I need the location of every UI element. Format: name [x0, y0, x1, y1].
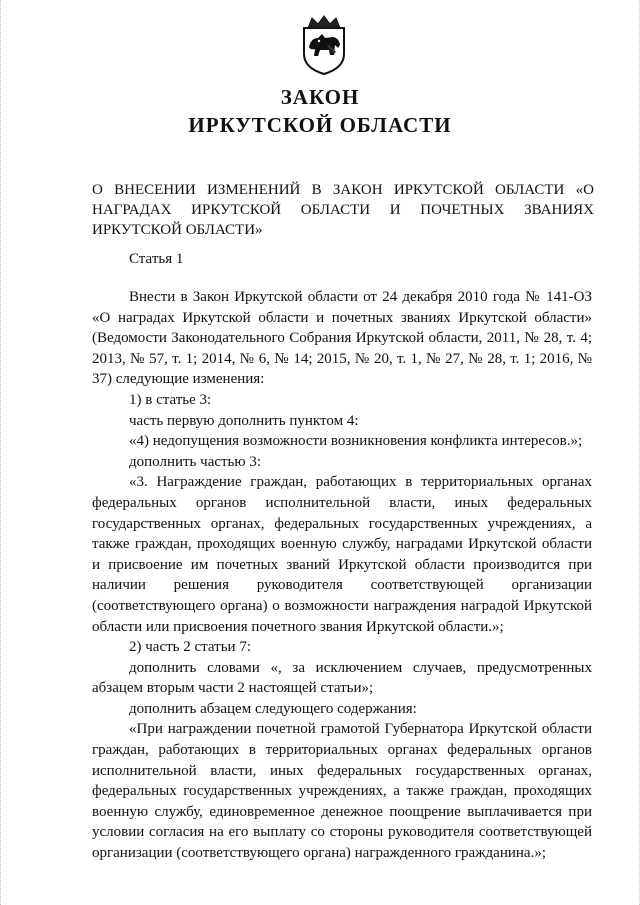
paragraph-item-1: 1) в статье 3:	[129, 391, 212, 408]
paragraph-point-4: «4) недопущения возможности возникновения конфликта интересов.»;	[129, 433, 583, 450]
paragraph-add-words: дополнить словами «, за исключением случаев, предусмотренных абзацем вторым части 2 настоящей статьи»;	[92, 659, 592, 697]
law-subtitle-region: ИРКУТСКОЙ ОБЛАСТИ	[188, 113, 452, 137]
law-subject: О ВНЕСЕНИИ ИЗМЕНЕНИЙ В ЗАКОН ИРКУТСКОЙ ОБЛАСТИ «О НАГРАДАХ ИРКУТСКОЙ ОБЛАСТИ И ПОЧЕТНЫХ ЗВАНИЯХ ИРКУТСКОЙ ОБЛАСТИ»	[92, 182, 594, 238]
paragraph-add-part-3: дополнить частью 3:	[129, 453, 262, 470]
paragraph-item-2: 2) часть 2 статьи 7:	[129, 639, 252, 656]
irkutsk-coat-of-arms-icon	[298, 14, 350, 76]
law-title: ЗАКОН	[280, 85, 360, 109]
paragraph-add-abzac: дополнить абзацем следующего содержания:	[129, 700, 417, 717]
paragraph-abzac-text: «При награждении почетной грамотой Губернатора Иркутской области граждан, работающих в территориальных органах федеральных органов исполнительной власти, иных федеральных государственных органах, федеральных государственных учреждениях, а также граждан, проходящих военную службу, единовременное денежное поощрение выплачивается при условии согласия на его выплату со стороны руководителя соответствующей организации (соответствующего органа) награжденного гражданина.»;	[92, 721, 592, 862]
paragraph-intro: Внести в Закон Иркутской области от 24 декабря 2010 года № 141-ОЗ «О наградах Иркутской области и почетных званиях Иркутской области» (Ведомости Законодательного Собрания Иркутской области, 2011, № 28, т. 4; 2013, № 57, т. 1; 2014, № 6, № 14; 2015, № 20, т. 1, № 27, № 28, т. 1; 2016, № 37) следующие изменения:	[92, 289, 592, 388]
article-heading: Статья 1	[129, 251, 184, 267]
paragraph-part-one-amend: часть первую дополнить пунктом 4:	[129, 412, 359, 429]
paragraph-part-3-text: «3. Награждение граждан, работающих в территориальных органах федеральных органов исполнительной власти, иных федеральных государственных органах, федеральных государственных учреждениях, а также граждан, проходящих военную службу, наградами Иркутской области и присвоение им почетных званий Иркутской области производится при наличии решения руководителя соответствующей организации (соответствующего органа) о возможности награждения наградой Иркутской области или присвоения почетного звания Иркутской области.»;	[92, 474, 592, 635]
article-body	[92, 287, 592, 864]
